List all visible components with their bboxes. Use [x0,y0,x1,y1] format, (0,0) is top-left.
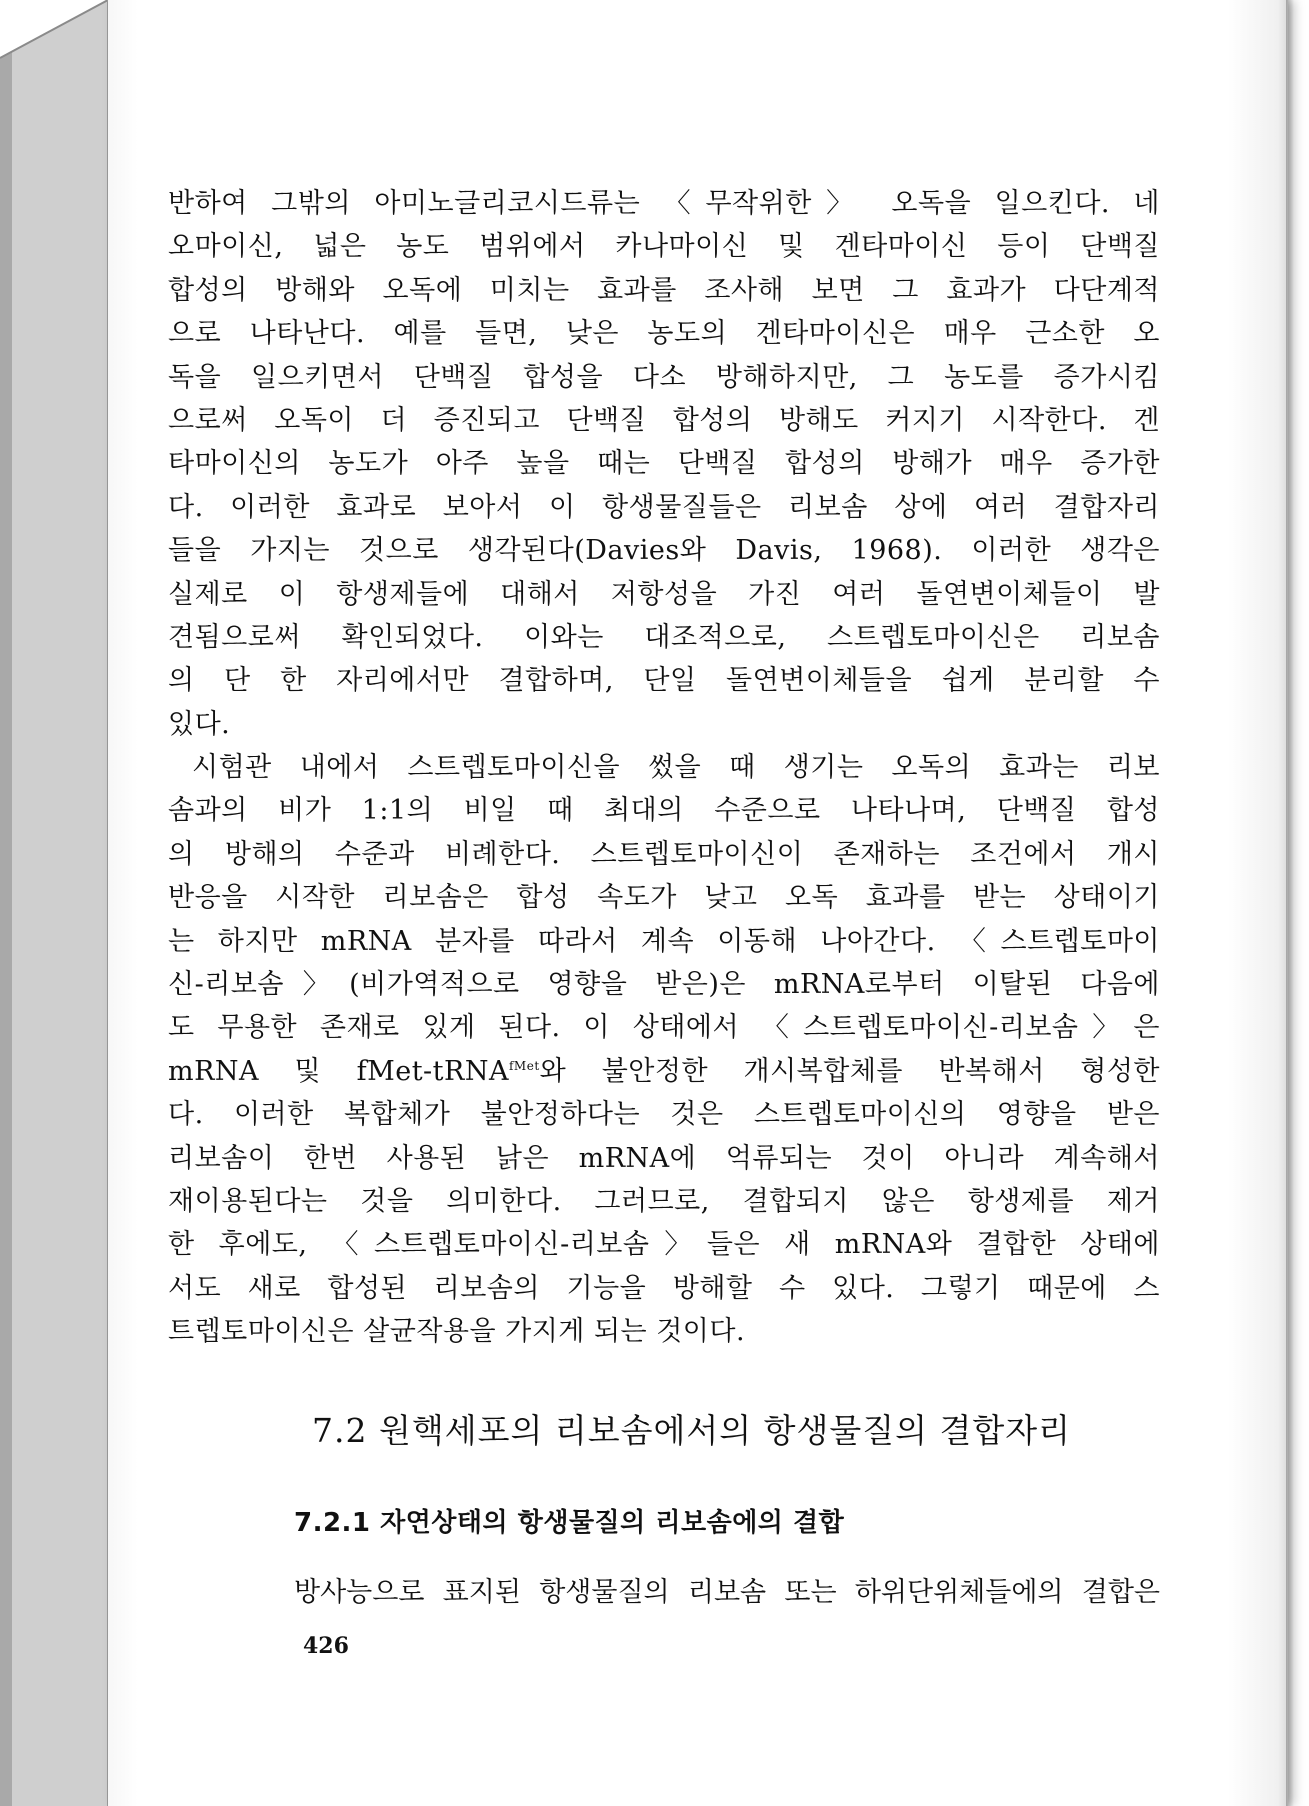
text-line: 반응을 시작한 리보솜은 합성 속도가 낮고 오독 효과를 받는 상태이기 [168,882,1160,914]
text-line: 재이용된다는 것을 의미한다. 그러므로, 결합되지 않은 항생제를 제거 [168,1185,1160,1217]
text-line: 실제로 이 항생제들에 대해서 저항성을 가진 여러 돌연변이체들이 발 [168,578,1160,610]
text-line: 으로써 오독이 더 증진되고 단백질 합성의 방해도 커지기 시작한다. 겐 [168,404,1160,436]
text-line: 신-리보솜〉(비가역적으로 영향을 받은)은 mRNA로부터 이탈된 다음에 [168,969,1160,1001]
text-line: 반하여 그밖의 아미노글리코시드류는 〈무작위한〉 오독을 일으킨다. 네 [168,188,1160,219]
page-number: 426 [303,1633,349,1659]
body-text [168,182,1160,1354]
text-line: 의 단 한 자리에서만 결합하며, 단일 돌연변이체들을 쉽게 분리할 수 [168,665,1160,697]
text-line: 있다. [168,708,231,740]
text-line: 타마이신의 농도가 아주 높을 때는 단백질 합성의 방해가 매우 증가한 [168,448,1160,480]
subsection-heading: 7.2.1 자연상태의 항생물질의 리보솜에의 결합 [294,1508,845,1538]
text-line: 도 무용한 존재로 있게 된다. 이 상태에서 〈스트렙토마이신-리보솜〉은 [168,1012,1160,1044]
text-line: 트렙토마이신은 살균작용을 가지게 되는 것이다. [168,1316,746,1348]
fmet-superscript: fMet [508,1058,540,1073]
text-line: 다. 이러한 복합체가 불안정하다는 것은 스트렙토마이신의 영향을 받은 [168,1099,1160,1131]
text-line: 견됨으로써 확인되었다. 이와는 대조적으로, 스트렙토마이신은 리보솜 [168,621,1160,653]
text-line: 의 방해의 수준과 비례한다. 스트렙토마이신이 존재하는 조건에서 개시 [168,838,1160,870]
text-line: 방사능으로 표지된 항생물질의 리보솜 또는 하위단위체들에의 결합은 [294,1577,1160,1608]
section-heading: 7.2 원핵세포의 리보솜에서의 항생물질의 결합자리 [312,1411,1071,1450]
text-line-with-superscript [168,1050,1160,1093]
text-line: 합성의 방해와 오독에 미치는 효과를 조사해 보면 그 효과가 다단계적 [168,274,1160,306]
text-line: 리보솜이 한번 사용된 낡은 mRNA에 억류되는 것이 아니라 계속해서 [168,1142,1160,1174]
text-line: 한 후에도, 〈스트렙토마이신-리보솜〉들은 새 mRNA와 결합한 상태에 [168,1229,1160,1261]
text-line: 독을 일으키면서 단백질 합성을 다소 방해하지만, 그 농도를 증가시킴 [168,361,1160,393]
page-edge-shadow [1286,0,1294,1806]
book-spine [0,0,112,1806]
text-line: 들을 가지는 것으로 생각된다(Davies와 Davis, 1968). 이러한 생각은 [168,535,1160,567]
text-line-head: mRNA 및 fMet-tRNA [168,1055,509,1087]
text-line: 으로 나타난다. 예를 들면, 낮은 농도의 겐타마이신은 매우 근소한 오 [168,318,1160,350]
paragraph-first-line: 시험관 내에서 스트렙토마이신을 썼을 때 생기는 오독의 효과는 리보 [192,752,1160,784]
text-line: 솜과의 비가 1:1의 비일 때 최대의 수준으로 나타나며, 단백질 합성 [168,795,1160,827]
text-line: 다. 이러한 효과로 보아서 이 항생물질들은 리보솜 상에 여러 결합자리 [168,491,1160,523]
text-line: 는 하지만 mRNA 분자를 따라서 계속 이동해 나아간다. 〈스트렙토마이 [168,925,1160,957]
text-line: 서도 새로 합성된 리보솜의 기능을 방해할 수 있다. 그렇기 때문에 스 [168,1272,1160,1304]
text-line-tail: 와 불안정한 개시복합체를 반복해서 형성한 [539,1055,1160,1087]
text-line: 오마이신, 넓은 농도 범위에서 카나마이신 및 겐타마이신 등이 단백질 [168,231,1160,263]
